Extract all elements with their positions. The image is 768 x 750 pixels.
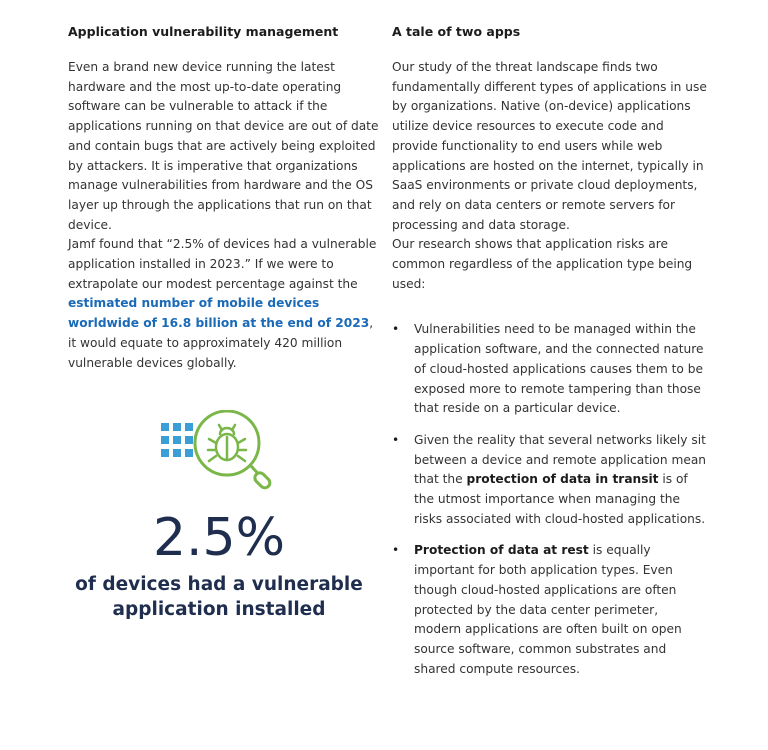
section-heading-two-apps: A tale of two apps [392,24,521,39]
left-column [68,22,380,373]
stat-caption: of devices had a vulnerable application installed [75,574,363,620]
section-heading-vulnerability: Application vulnerability management [68,24,339,39]
vulnerability-paragraph: Even a brand new device running the latest hardware and the most up-to-date operating software can be vulnerable to attack if the applications running on that device are out of date and contain bugs that are actively being exploited by attackers. It is imperative that organizations manage vulnerabilities from hardware and the OS layer up through the applications that run on that device. [68,60,379,232]
jamf-finding-paragraph [68,235,380,373]
bullet-icon: • [392,432,400,447]
list-item: • Given the reality that several networks likely sit between a device and remote application mean that the protection of data in transit is of the utmost importance when managing the risks associated with cloud-hosted applications. [392,432,707,526]
dot-grid-icon [161,423,193,457]
finding-text-start: Jamf found that “2.5% of devices had a vulnerable application installed in 2023.” If we were to extrapolate our modest percentage against the [68,237,377,291]
bullet-icon: • [392,543,400,558]
bug-magnifier-icon [160,410,280,492]
list-item: • Protection of data at rest is equally important for both application types. Even though cloud-hosted applications are often protected by the data center perimeter, modern applications are often built on open source software, common substrates and shared compute resources. [392,543,682,676]
threat-landscape-paragraph: Our study of the threat landscape finds two fundamentally different types of applications in use by organizations. Native (on-device) applications utilize device resources to execute code and provide functionality to end users while web applications are hosted on the internet, typically in SaaS environments or private cloud deployments, and rely on data centers or remote servers for processing and data storage. [392,60,707,232]
finding-text-end: , it would equate to approximately 420 million vulnerable devices globally. [68,316,374,370]
right-column [392,22,708,691]
stat-value: 2.5% [152,508,286,568]
bullet-icon: • [392,322,400,337]
risk-bullet-list [392,320,708,679]
list-item: • Vulnerabilities need to be managed within the application software, and the connected nature of cloud-hosted applications causes them to be exposed more to remote tampering than those that reside on a particular device. [392,322,704,416]
mobile-devices-estimate-link[interactable]: estimated number of mobile devices worldwide of 16.8 billion at the end of 2023 [68,296,370,331]
research-paragraph: Our research shows that application risks are common regardless of the application type being used: [392,237,693,291]
